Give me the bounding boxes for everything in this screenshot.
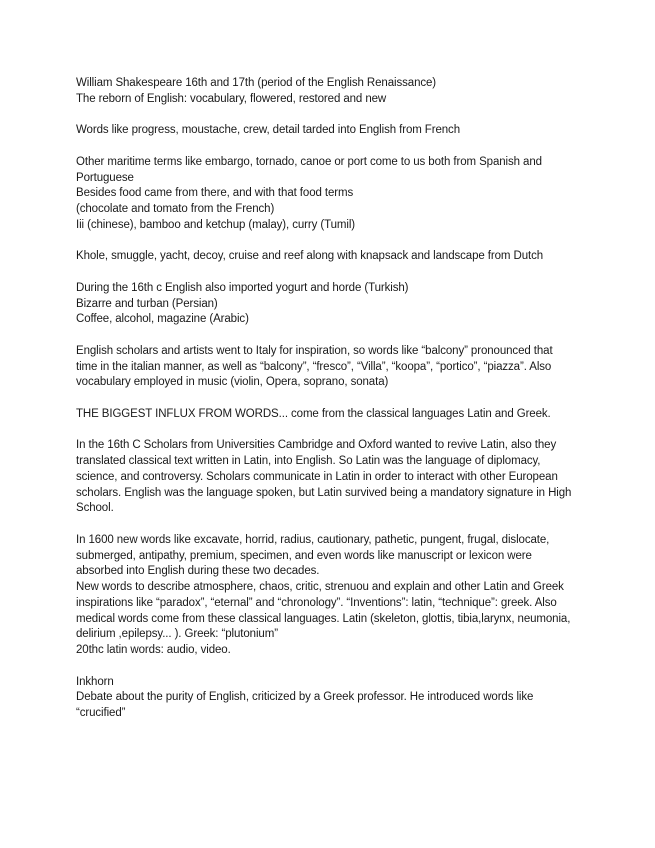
paragraph-biggest-influx — [76, 407, 576, 423]
text-line: Khole, smuggle, yacht, decoy, cruise and reef along with knapsack and landscape from Dutch — [76, 250, 544, 263]
text-line: Inkhorn — [76, 675, 114, 688]
text-line: Debate about the purity of English, criticized by a Greek professor. He introduced words like “crucified” — [76, 691, 534, 719]
paragraph-latin-revival — [76, 438, 576, 517]
paragraph-shakespeare — [76, 76, 576, 108]
text-line: 20thc latin words: audio, video. — [76, 644, 231, 656]
text-line: Besides food came from there, and with that food terms — [76, 187, 354, 200]
text-line: Other maritime terms like embargo, tornado, canoe or port come to us both from Spanish and Portuguese — [76, 155, 542, 184]
paragraph-new-words-1600 — [76, 533, 576, 659]
text-line: English scholars and artists went to Italy for inspiration, so words like “balcony” pronounced that time in the italian manner, as well as “balcony”, “fresco”, “Villa”, “koopa”, “portico”, “piazza”. Also vocabulary employed in music (violin, Opera, soprano, sonata) — [76, 344, 553, 389]
text-line: Coffee, alcohol, magazine (Arabic) — [76, 313, 249, 326]
text-line: Iii (chinese), bamboo and ketchup (malay), curry (Tumil) — [76, 218, 356, 231]
text-line: During the 16th c English also imported yogurt and horde (Turkish) — [76, 281, 409, 294]
paragraph-imported-words — [76, 281, 576, 328]
text-line: (chocolate and tomato from the French) — [76, 203, 275, 215]
text-line: In 1600 new words like excavate, horrid, radius, cautionary, pathetic, pungent, frugal, dislocate, submerged, antipathy, premium, specimen, and even words like manuscript or lexicon were absorbed into English during these two decades. — [76, 533, 550, 578]
text-line: The reborn of English: vocabulary, flowered, restored and new — [76, 92, 387, 105]
paragraph-maritime-terms — [76, 155, 576, 234]
paragraph-italian-words — [76, 344, 576, 391]
text-line: Words like progress, moustache, crew, detail tarded into English from French — [76, 124, 461, 137]
paragraph-french-words — [76, 123, 576, 139]
text-line: In the 16th C Scholars from Universities Cambridge and Oxford wanted to revive Latin, also they translated classical text written in Latin, into English. So Latin was the language of diplomacy, science, and controversy. Scholars communicate in Latin in order to interact with other European scholars. English was the language spoken, but Latin survived being a mandatory signature in High School. — [76, 439, 572, 515]
paragraph-inkhorn — [76, 675, 576, 722]
document-page — [76, 76, 576, 738]
text-line: THE BIGGEST INFLUX FROM WORDS... come from the classical languages Latin and Greek. — [76, 407, 551, 420]
text-line: Bizarre and turban (Persian) — [76, 297, 218, 310]
text-line: New words to describe atmosphere, chaos, critic, strenuou and explain and other Latin and Greek inspirations like “paradox”, “eternal” and “chronology”. “Inventions”: latin, “technique”: greek. Also medical words come from these classical languages. Latin (skeleton, glottis, tibia,larynx, neumonia, delirium ,epilepsy... ). Greek: “plutonium” — [76, 581, 571, 641]
text-line: William Shakespeare 16th and 17th (period of the English Renaissance) — [76, 77, 437, 89]
paragraph-dutch-words — [76, 249, 576, 265]
